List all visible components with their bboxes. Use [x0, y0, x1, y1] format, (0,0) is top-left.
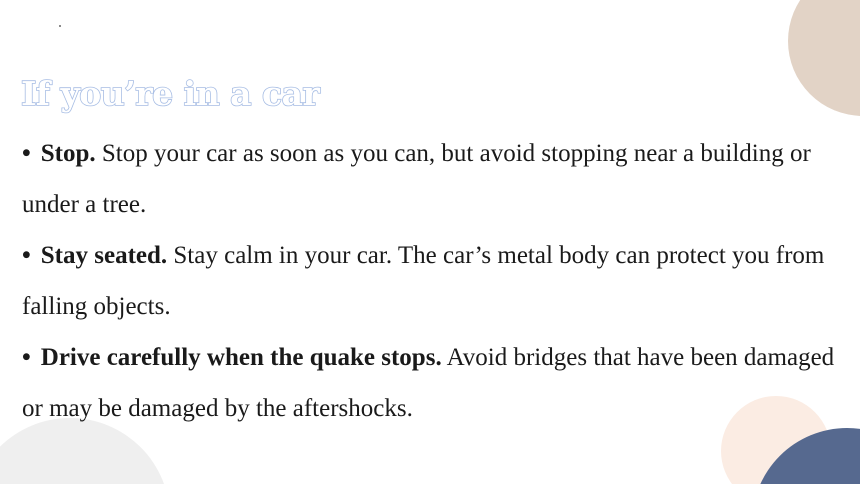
- bullet-lead: Stop.: [40, 140, 96, 167]
- bullet-marker: •: [22, 344, 31, 371]
- slide-title: If you’re in a car: [21, 74, 320, 113]
- bullet-item-stop: [22, 128, 842, 230]
- decorative-circle-top-right: [788, 0, 860, 116]
- bullet-marker: •: [22, 140, 31, 167]
- bullet-marker: •: [22, 242, 31, 269]
- bullet-list: [22, 128, 842, 434]
- bullet-item-stay-seated: [22, 230, 842, 332]
- bullet-text: Stay calm in your car. The car’s metal body can protect you from falling objects.: [22, 242, 825, 320]
- bullet-lead: Drive carefully when the quake stops.: [40, 344, 442, 371]
- bullet-item-drive-carefully: [22, 332, 842, 434]
- decorative-dot: [59, 25, 61, 27]
- bullet-text: Avoid bridges that have been damaged or may be damaged by the aftershocks.: [22, 344, 835, 422]
- bullet-text: Stop your car as soon as you can, but avoid stopping near a building or under a tree.: [22, 140, 811, 218]
- bullet-lead: Stay seated.: [40, 242, 168, 269]
